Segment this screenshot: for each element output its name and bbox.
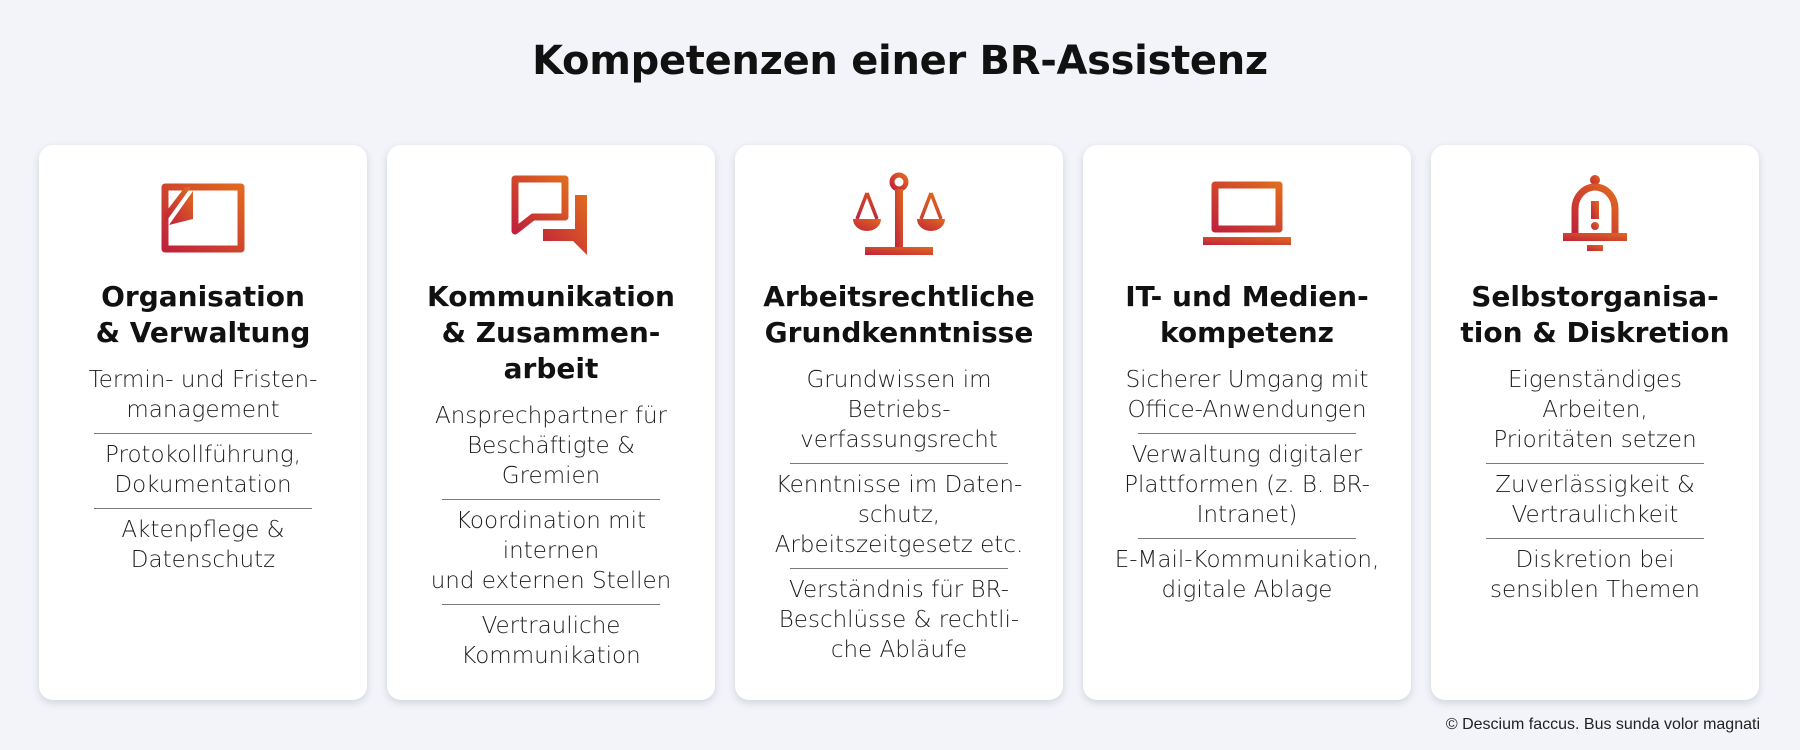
list-item: Ansprechpartner für Beschäftigte & Gremien <box>434 403 667 489</box>
list-item: Koordination mit internen und externen Stellen <box>430 508 672 594</box>
divider <box>1486 463 1704 464</box>
list-item: E-Mail-Kommunikation, digitale Ablage <box>1114 547 1380 603</box>
list-item: Verwaltung digitaler Plattformen (z. B. BR- Intranet) <box>1124 442 1370 528</box>
scales-icon <box>851 173 947 257</box>
card-title: Selbstorganisa- tion & Diskretion <box>1460 280 1730 349</box>
card-title: Organisation & Verwaltung <box>95 280 311 349</box>
divider <box>1138 538 1356 539</box>
card-arbeitsrecht <box>735 145 1063 700</box>
list-item: Vertrauliche Kommunikation <box>461 613 641 669</box>
competence-cards <box>39 145 1759 700</box>
bell-alert-icon <box>1547 173 1643 257</box>
card-items <box>1437 363 1753 609</box>
list-item: Sicherer Umgang mit Office-Anwendungen <box>1125 367 1369 423</box>
card-items <box>1089 363 1405 609</box>
divider <box>1138 433 1356 434</box>
card-it-medien <box>1083 145 1411 700</box>
list-item: Protokollführung, Dokumentation <box>105 442 301 498</box>
list-item: Grundwissen im Betriebs- verfassungsrecht <box>800 367 998 453</box>
card-items <box>741 363 1057 669</box>
list-item: Aktenpflege & Datenschutz <box>121 517 285 573</box>
card-organisation <box>39 145 367 700</box>
card-selbstorganisation <box>1431 145 1759 700</box>
card-title: Kommunikation & Zusammen- arbeit <box>427 280 675 385</box>
page-title: Kompetenzen einer BR-Assistenz <box>532 38 1268 84</box>
divider <box>790 568 1008 569</box>
card-items <box>393 399 709 675</box>
chat-icon <box>503 173 599 257</box>
card-title: Arbeitsrechtliche Grundkenntnisse <box>763 280 1035 349</box>
divider <box>790 463 1008 464</box>
divider <box>1486 538 1704 539</box>
list-item: Diskretion bei sensiblen Themen <box>1489 547 1701 603</box>
divider <box>442 499 660 500</box>
card-kommunikation <box>387 145 715 700</box>
divider <box>94 508 312 509</box>
list-item: Verständnis für BR- Beschlüsse & rechtli- che Abläufe <box>778 577 1020 663</box>
folder-icon <box>155 173 251 257</box>
list-item: Zuverlässigkeit & Vertraulichkeit <box>1495 472 1695 528</box>
divider <box>442 604 660 605</box>
list-item: Termin- und Fristen- management <box>88 367 318 423</box>
card-items <box>45 363 361 579</box>
list-item: Kenntnisse im Daten- schutz, Arbeitszeitgesetz etc. <box>774 472 1024 558</box>
card-title: IT- und Medien- kompetenz <box>1125 280 1369 349</box>
laptop-icon <box>1199 173 1295 257</box>
list-item: Eigenständiges Arbeiten, Prioritäten setzen <box>1493 367 1697 453</box>
divider <box>94 433 312 434</box>
copyright-notice: © Descium faccus. Bus sunda volor magnati <box>1445 716 1760 733</box>
